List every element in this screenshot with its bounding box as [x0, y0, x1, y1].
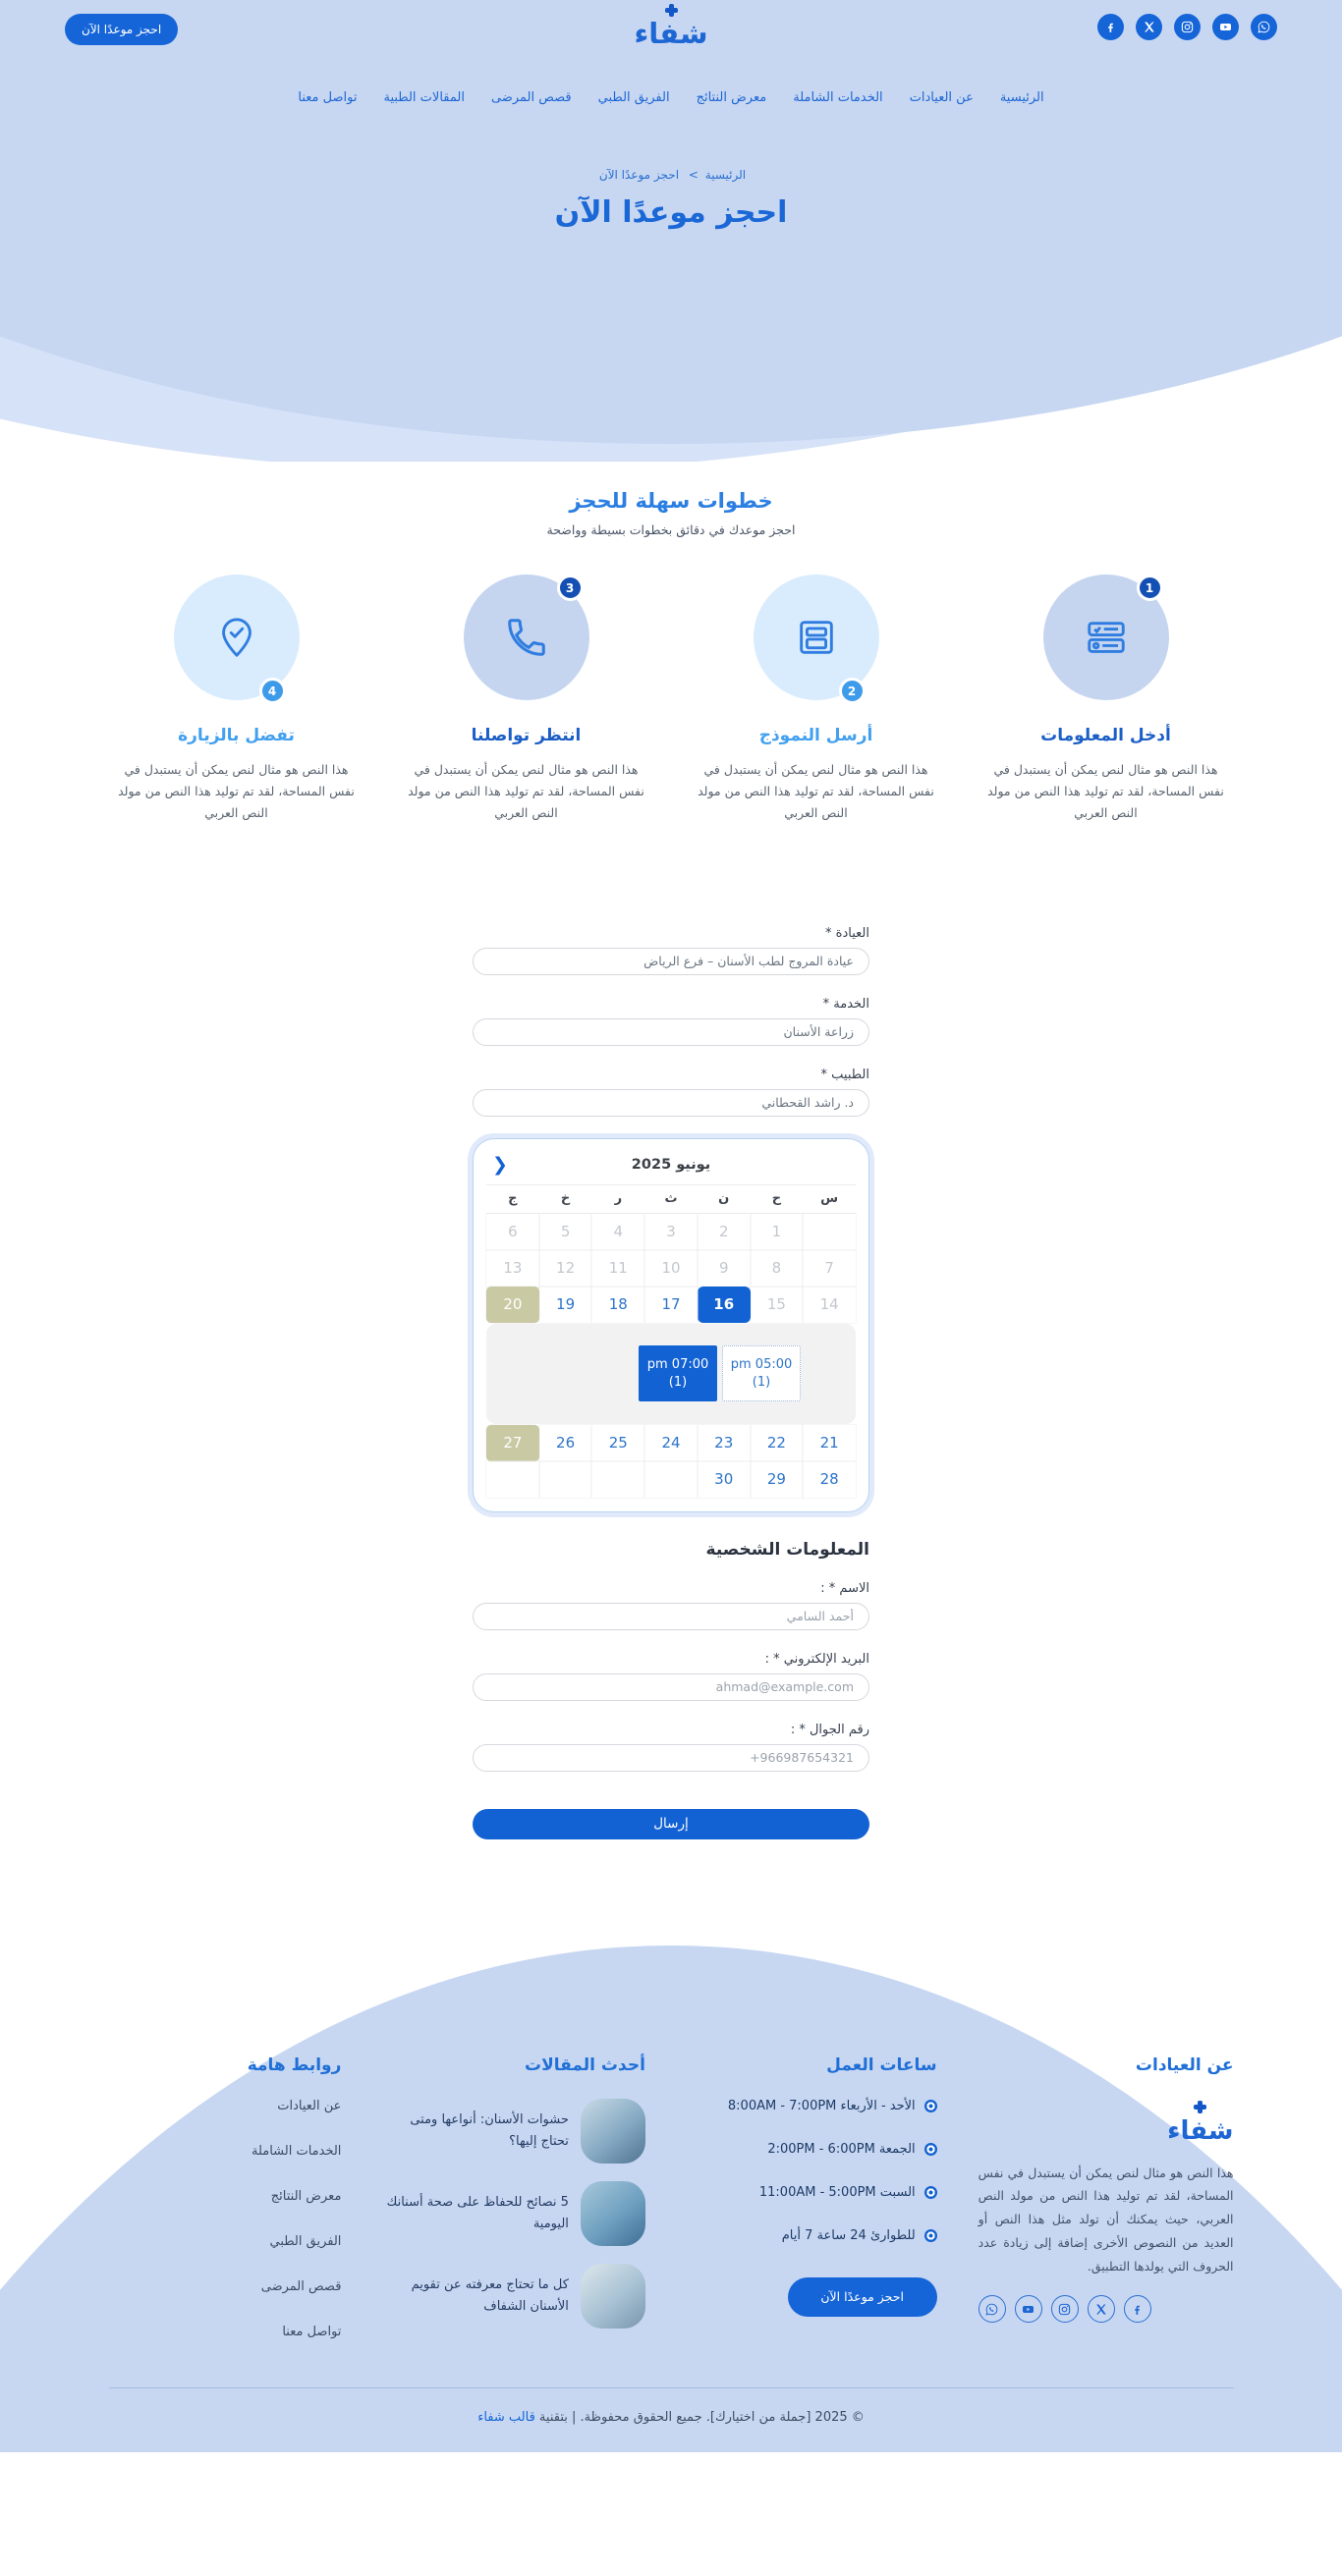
calendar-month-label: يونيو 2025 [631, 1156, 711, 1173]
appointment-calendar [473, 1138, 869, 1512]
calendar-day: 11 [591, 1250, 644, 1287]
calendar-day[interactable]: 26 [539, 1425, 592, 1461]
step-card-1 [966, 575, 1246, 824]
footer-book-now-button[interactable]: احجز موعدًا الآن [788, 2277, 937, 2317]
footer-link-results[interactable]: معرض النتائج [270, 2188, 342, 2204]
breadcrumb-separator: > [688, 168, 699, 182]
calendar-day[interactable]: 21 [803, 1425, 856, 1461]
step-card-2 [676, 575, 956, 824]
bullet-icon [924, 2186, 937, 2199]
time-slot-count: (1) [752, 1375, 771, 1391]
email-field[interactable] [473, 1673, 869, 1701]
step-description: هذا النص هو مثال لنص يمكن أن يستبدل في نفس المساحة، لقد تم توليد هذا النص من مولد النص العربي [408, 762, 644, 820]
phone-icon [504, 615, 549, 660]
step-circle [464, 575, 589, 700]
footer-link-services[interactable]: الخدمات الشاملة [251, 2143, 342, 2159]
footer [0, 1908, 1342, 2452]
footer-link-contact[interactable]: تواصل معنا [282, 2324, 342, 2339]
footer-link-team[interactable]: الفريق الطبي [269, 2233, 342, 2249]
article-item[interactable] [382, 2099, 644, 2164]
personal-info-title: المعلومات الشخصية [705, 1539, 869, 1560]
footer-hours-title: ساعات العمل [826, 2055, 937, 2075]
calendar-grid [486, 1184, 856, 1498]
time-slot-time: pm 05:00 [730, 1357, 793, 1373]
breadcrumb [0, 168, 1342, 182]
calendar-day: 4 [591, 1214, 644, 1250]
step-number-badge: 3 [557, 575, 584, 601]
article-thumbnail [581, 2099, 645, 2164]
brand-name: شفاء [634, 17, 708, 50]
footer-brand-logo[interactable] [1167, 2101, 1233, 2146]
location-pin-check-icon [214, 615, 259, 660]
article-item[interactable] [382, 2264, 644, 2329]
step-number-badge: 1 [1137, 575, 1163, 601]
clinic-label: العيادة * [825, 925, 869, 941]
time-slot-5pm[interactable] [722, 1345, 801, 1401]
day-name: ر [591, 1184, 644, 1214]
calendar-day: 5 [539, 1214, 592, 1250]
calendar-day [539, 1461, 592, 1498]
article-title: حشوات الأسنان: أنواعها ومتى تحتاج إليها؟ [410, 2111, 569, 2149]
step-title: انتظر تواصلنا [471, 726, 582, 745]
calendar-day: 14 [803, 1287, 856, 1323]
step-title: أدخل المعلومات [1040, 726, 1171, 745]
service-select[interactable] [473, 1018, 869, 1046]
nav-item-stories[interactable]: قصص المرضى [490, 90, 572, 105]
calendar-day: 3 [644, 1214, 698, 1250]
page-title: احجز موعدًا الآن [554, 195, 788, 230]
nav-item-contact[interactable]: تواصل معنا [298, 90, 358, 105]
time-slot-7pm-selected[interactable] [639, 1345, 717, 1401]
hours-text: للطوارئ 24 ساعة 7 أيام [781, 2227, 916, 2243]
template-credit-link[interactable]: قالب شفاء [477, 2409, 535, 2425]
nav-item-services[interactable]: الخدمات الشاملة [793, 90, 883, 105]
calendar-day[interactable]: 18 [591, 1287, 644, 1323]
calendar-day: 2 [698, 1214, 751, 1250]
footer-link-stories[interactable]: قصص المرضى [260, 2278, 342, 2294]
article-title: 5 نصائح للحفاظ على صحة أسنانك اليومية [386, 2194, 569, 2231]
instagram-icon[interactable] [1051, 2295, 1079, 2323]
book-now-button[interactable]: احجز موعدًا الآن [65, 14, 178, 45]
day-name: خ [539, 1184, 592, 1214]
footer-links-title: روابط هامة [247, 2055, 342, 2075]
copyright-bar [109, 2387, 1234, 2452]
main-nav [0, 90, 1342, 105]
calendar-day: 12 [539, 1250, 592, 1287]
calendar-day[interactable]: 28 [803, 1461, 856, 1498]
calendar-day[interactable]: 22 [751, 1425, 804, 1461]
calendar-day[interactable]: 19 [539, 1287, 592, 1323]
time-slots-panel [486, 1324, 856, 1424]
facebook-icon[interactable] [1097, 14, 1124, 40]
footer-social-icons [979, 2295, 1234, 2323]
nav-item-about[interactable]: عن العيادات [909, 90, 974, 105]
hours-row [687, 2142, 937, 2157]
footer-brand-name: شفاء [1167, 2115, 1234, 2146]
submit-button[interactable]: إرسال [473, 1809, 869, 1839]
calendar-day: 6 [486, 1214, 539, 1250]
copyright-text: © 2025 [جملة من اختيارك]. جميع الحقوق محفوظة. | بتقنية [534, 2409, 865, 2425]
step-circle [754, 575, 879, 700]
whatsapp-icon[interactable] [979, 2295, 1006, 2323]
hours-text: السبت 11:00AM - 5:00PM [758, 2184, 916, 2200]
calendar-day: 13 [486, 1250, 539, 1287]
name-field[interactable] [473, 1603, 869, 1630]
calendar-day[interactable]: 29 [751, 1461, 804, 1498]
calendar-day: 7 [803, 1250, 856, 1287]
hours-row [687, 2099, 937, 2113]
name-label: الاسم * : [820, 1580, 869, 1596]
article-item[interactable] [382, 2181, 644, 2246]
footer-articles-column [382, 2055, 644, 2370]
calendar-day-selected[interactable]: 16 [698, 1287, 751, 1323]
step-title: أرسل النموذج [758, 726, 873, 745]
topbar [0, 0, 1342, 63]
footer-hours-column [687, 2055, 937, 2370]
nav-item-home[interactable]: الرئيسية [999, 90, 1044, 105]
whatsapp-icon[interactable] [1251, 14, 1277, 40]
footer-about-text: هذا النص هو مثال لنص يمكن أن يستبدل في نفس المساحة، لقد تم توليد هذا النص من مولد النص العربي، حيث يمكنك أن تولد مثل هذا النص أو العديد من النصوص الأخرى إضافة إلى زيادة عدد الحروف التي يولدها التطبيق. [978, 2165, 1234, 2274]
medical-cross-icon [665, 4, 678, 17]
instagram-icon[interactable] [1174, 14, 1201, 40]
calendar-day: 10 [644, 1250, 698, 1287]
article-title: كل ما تحتاج معرفته عن تقويم الأسنان الشفاف [411, 2276, 569, 2314]
booking-form [473, 926, 869, 1117]
personal-info-section [473, 1540, 869, 1839]
youtube-icon[interactable] [1015, 2295, 1042, 2323]
medical-cross-icon [1194, 2101, 1206, 2113]
step-card-3 [386, 575, 666, 824]
step-number-badge: 4 [259, 678, 286, 704]
calendar-day [591, 1461, 644, 1498]
hours-text: الجمعة 2:00PM - 6:00PM [767, 2141, 916, 2157]
steps-section [0, 489, 1342, 824]
x-icon[interactable] [1136, 14, 1162, 40]
youtube-icon[interactable] [1212, 14, 1239, 40]
step-description: هذا النص هو مثال لنص يمكن أن يستبدل في نفس المساحة، لقد تم توليد هذا النص من مولد النص العربي [118, 762, 355, 820]
footer-link-about[interactable]: عن العيادات [277, 2098, 342, 2113]
day-name: ح [751, 1184, 804, 1214]
header-social-icons [1097, 14, 1277, 40]
calendar-day[interactable]: 23 [698, 1425, 751, 1461]
hours-row [687, 2185, 937, 2200]
hours-text: الأحد - الأربعاء 8:00AM - 7:00PM [727, 2098, 916, 2113]
step-title: تفضل بالزيارة [178, 726, 295, 745]
hero-section [0, 0, 1342, 462]
footer-links-column [109, 2055, 342, 2370]
breadcrumb-current: احجز موعدًا الآن [598, 168, 680, 182]
step-card-4 [96, 575, 376, 824]
calendar-day [803, 1214, 856, 1250]
calendar-day [644, 1461, 698, 1498]
calendar-day: 15 [751, 1287, 804, 1323]
calendar-day: 9 [698, 1250, 751, 1287]
steps-grid [96, 575, 1246, 824]
clinic-select[interactable] [473, 948, 869, 975]
step-circle [1043, 575, 1169, 700]
calendar-day[interactable]: 25 [591, 1425, 644, 1461]
nav-item-results[interactable]: معرض النتائج [696, 90, 767, 105]
calendar-day[interactable]: 17 [644, 1287, 698, 1323]
footer-about-column [979, 2055, 1234, 2370]
calendar-day[interactable]: 24 [644, 1425, 698, 1461]
day-name: ث [644, 1184, 698, 1214]
day-name: ج [486, 1184, 539, 1214]
step-number-badge: 2 [839, 678, 866, 704]
time-slot-time: pm 07:00 [646, 1357, 709, 1373]
calendar-day-holiday: 20 [486, 1287, 539, 1323]
calendar-day-holiday: 27 [486, 1425, 539, 1461]
form-window-icon [794, 615, 839, 660]
calendar-day [486, 1461, 539, 1498]
footer-articles-title: أحدث المقالات [525, 2055, 645, 2075]
doctor-select[interactable] [473, 1089, 869, 1117]
footer-about-title: عن العيادات [1135, 2055, 1234, 2075]
hours-row [687, 2228, 937, 2243]
email-label: البريد الإلكتروني * : [764, 1651, 869, 1667]
time-slot-count: (1) [668, 1375, 688, 1391]
calendar-day: 1 [751, 1214, 804, 1250]
steps-subtitle: احجز موعدك في دقائق بخطوات بسيطة وواضحة [546, 522, 796, 537]
breadcrumb-home-link[interactable]: الرئيسية [704, 168, 747, 182]
calendar-day[interactable]: 30 [698, 1461, 751, 1498]
phone-field[interactable] [473, 1744, 869, 1772]
step-description: هذا النص هو مثال لنص يمكن أن يستبدل في نفس المساحة، لقد تم توليد هذا النص من مولد النص العربي [698, 762, 934, 820]
x-icon[interactable] [1088, 2295, 1115, 2323]
facebook-icon[interactable] [1124, 2295, 1151, 2323]
phone-label: رقم الجوال * : [790, 1722, 869, 1737]
day-name: س [803, 1184, 856, 1214]
doctor-label: الطبيب * [820, 1067, 869, 1082]
nav-item-team[interactable]: الفريق الطبي [597, 90, 670, 105]
service-label: الخدمة * [822, 996, 869, 1012]
nav-item-articles[interactable]: المقالات الطبية [383, 90, 465, 105]
article-thumbnail [581, 2264, 645, 2329]
brand-logo[interactable] [612, 4, 730, 50]
day-name: ن [698, 1184, 751, 1214]
calendar-next-month-chevron-icon[interactable]: ❮ [492, 1151, 508, 1178]
form-fields-icon [1084, 615, 1129, 660]
step-circle [174, 575, 300, 700]
steps-title: خطوات سهلة للحجز [569, 489, 773, 513]
bullet-icon [924, 2100, 937, 2112]
bullet-icon [924, 2143, 937, 2156]
bullet-icon [924, 2229, 937, 2242]
step-description: هذا النص هو مثال لنص يمكن أن يستبدل في نفس المساحة، لقد تم توليد هذا النص من مولد النص العربي [987, 762, 1224, 820]
article-thumbnail [581, 2181, 645, 2246]
calendar-day: 8 [751, 1250, 804, 1287]
